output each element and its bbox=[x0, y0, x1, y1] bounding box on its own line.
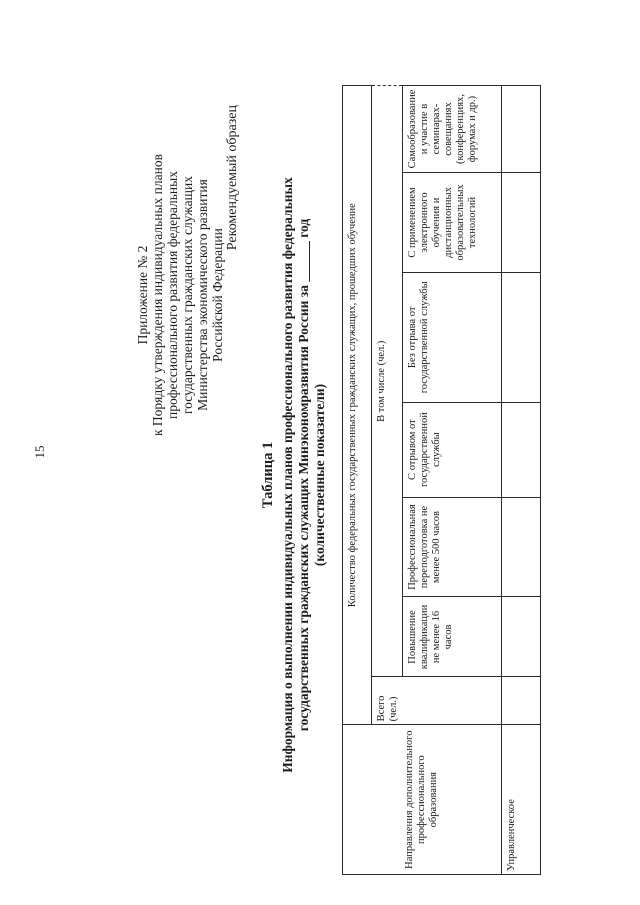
recommended-sample-label: Рекомендуемый образец bbox=[225, 105, 240, 251]
appendix-block bbox=[135, 105, 225, 485]
row-cell bbox=[502, 272, 541, 402]
header-without-leave: Без отрыва от государственной службы bbox=[403, 272, 502, 402]
table-heading bbox=[280, 125, 328, 825]
header-direction: Направления дополнительного профессионального образования bbox=[343, 725, 502, 875]
header-e-learning: С применением электронного обучения и дистанционных образовательных технологий bbox=[403, 173, 502, 273]
heading-line: государственных гражданских служащих Минэкономразвития России за ______ год bbox=[296, 218, 311, 732]
row-direction: Управленческое bbox=[502, 725, 541, 875]
table-row bbox=[502, 86, 541, 875]
appendix-line: Министерства экономического развития bbox=[195, 179, 210, 411]
row-cell bbox=[502, 402, 541, 497]
appendix-line: к Порядку утверждения индивидуальных планов bbox=[150, 154, 165, 436]
row-cell bbox=[502, 597, 541, 677]
data-table bbox=[342, 85, 541, 875]
header-count: Количество федеральных государственных гражданских служащих, прошедших обучение bbox=[343, 86, 372, 725]
header-including: В том числе (чел.) bbox=[372, 86, 403, 677]
row-cell bbox=[502, 497, 541, 597]
appendix-line: профессионального развития федеральных bbox=[165, 171, 180, 419]
header-with-leave: С отрывом от государственной службы bbox=[403, 402, 502, 497]
row-cell bbox=[502, 173, 541, 273]
header-retraining: Профессиональная переподготовка не менее 500 часов bbox=[403, 497, 502, 597]
appendix-line: государственных гражданских служащих bbox=[180, 175, 195, 415]
row-cell bbox=[502, 677, 541, 725]
header-self-education: Самообразование и участие в семинарах-совещаниях (конференциях, форумах и др.) bbox=[403, 86, 502, 173]
header-qualification: Повышение квалификации не менее 16 часов bbox=[403, 597, 502, 677]
heading-line: (количественные показатели) bbox=[312, 383, 327, 567]
heading-line: Информация о выполнении индивидуальных планов профессионального развития федеральных bbox=[280, 177, 295, 773]
header-total: Всего (чел.) bbox=[372, 677, 502, 725]
rotated-page-content bbox=[40, 65, 600, 885]
row-cell bbox=[502, 86, 541, 173]
appendix-line: Приложение № 2 bbox=[135, 245, 150, 345]
table-label: Таблица 1 bbox=[260, 441, 276, 509]
page-number: 15 bbox=[32, 445, 47, 459]
appendix-line: Российской Федерации bbox=[210, 228, 225, 362]
